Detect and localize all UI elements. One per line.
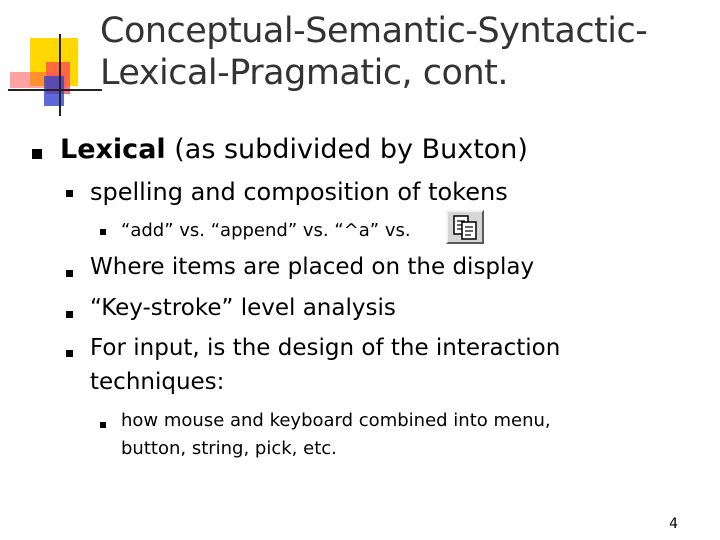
add-example-item: “add” vs. “append” vs. “^a” vs. — [121, 220, 411, 241]
paste-icon — [448, 212, 482, 242]
title-line-1: Conceptual-Semantic-Syntactic- — [100, 11, 648, 51]
input-item-line-1: For input, is the design of the interaction — [90, 335, 561, 361]
bullet-placement — [66, 270, 73, 277]
placement-item: Where items are placed on the display — [90, 254, 535, 280]
bullet-lexical — [32, 149, 42, 159]
bullet-mouse — [100, 422, 106, 428]
title-line-2: Lexical-Pragmatic, cont. — [100, 53, 508, 93]
bullet-spelling — [66, 190, 73, 197]
lexical-rest: (as subdivided by Buxton) — [165, 134, 528, 165]
lexical-item — [60, 134, 528, 165]
slide-title — [100, 10, 700, 94]
keystroke-item: “Key-stroke” level analysis — [90, 295, 396, 321]
page-number: 4 — [669, 516, 678, 532]
input-item-line-2: techniques: — [90, 369, 225, 395]
bullet-add-example — [100, 229, 106, 235]
paste-button[interactable] — [446, 210, 484, 244]
logo-graphic — [0, 0, 110, 120]
bullet-input — [66, 350, 73, 357]
mouse-item-line-2: button, string, pick, etc. — [121, 438, 337, 459]
spelling-item: spelling and composition of tokens — [90, 178, 508, 206]
mouse-item-line-1: how mouse and keyboard combined into menu, — [121, 410, 551, 431]
bullet-keystroke — [66, 311, 73, 318]
lexical-bold: Lexical — [60, 134, 166, 165]
